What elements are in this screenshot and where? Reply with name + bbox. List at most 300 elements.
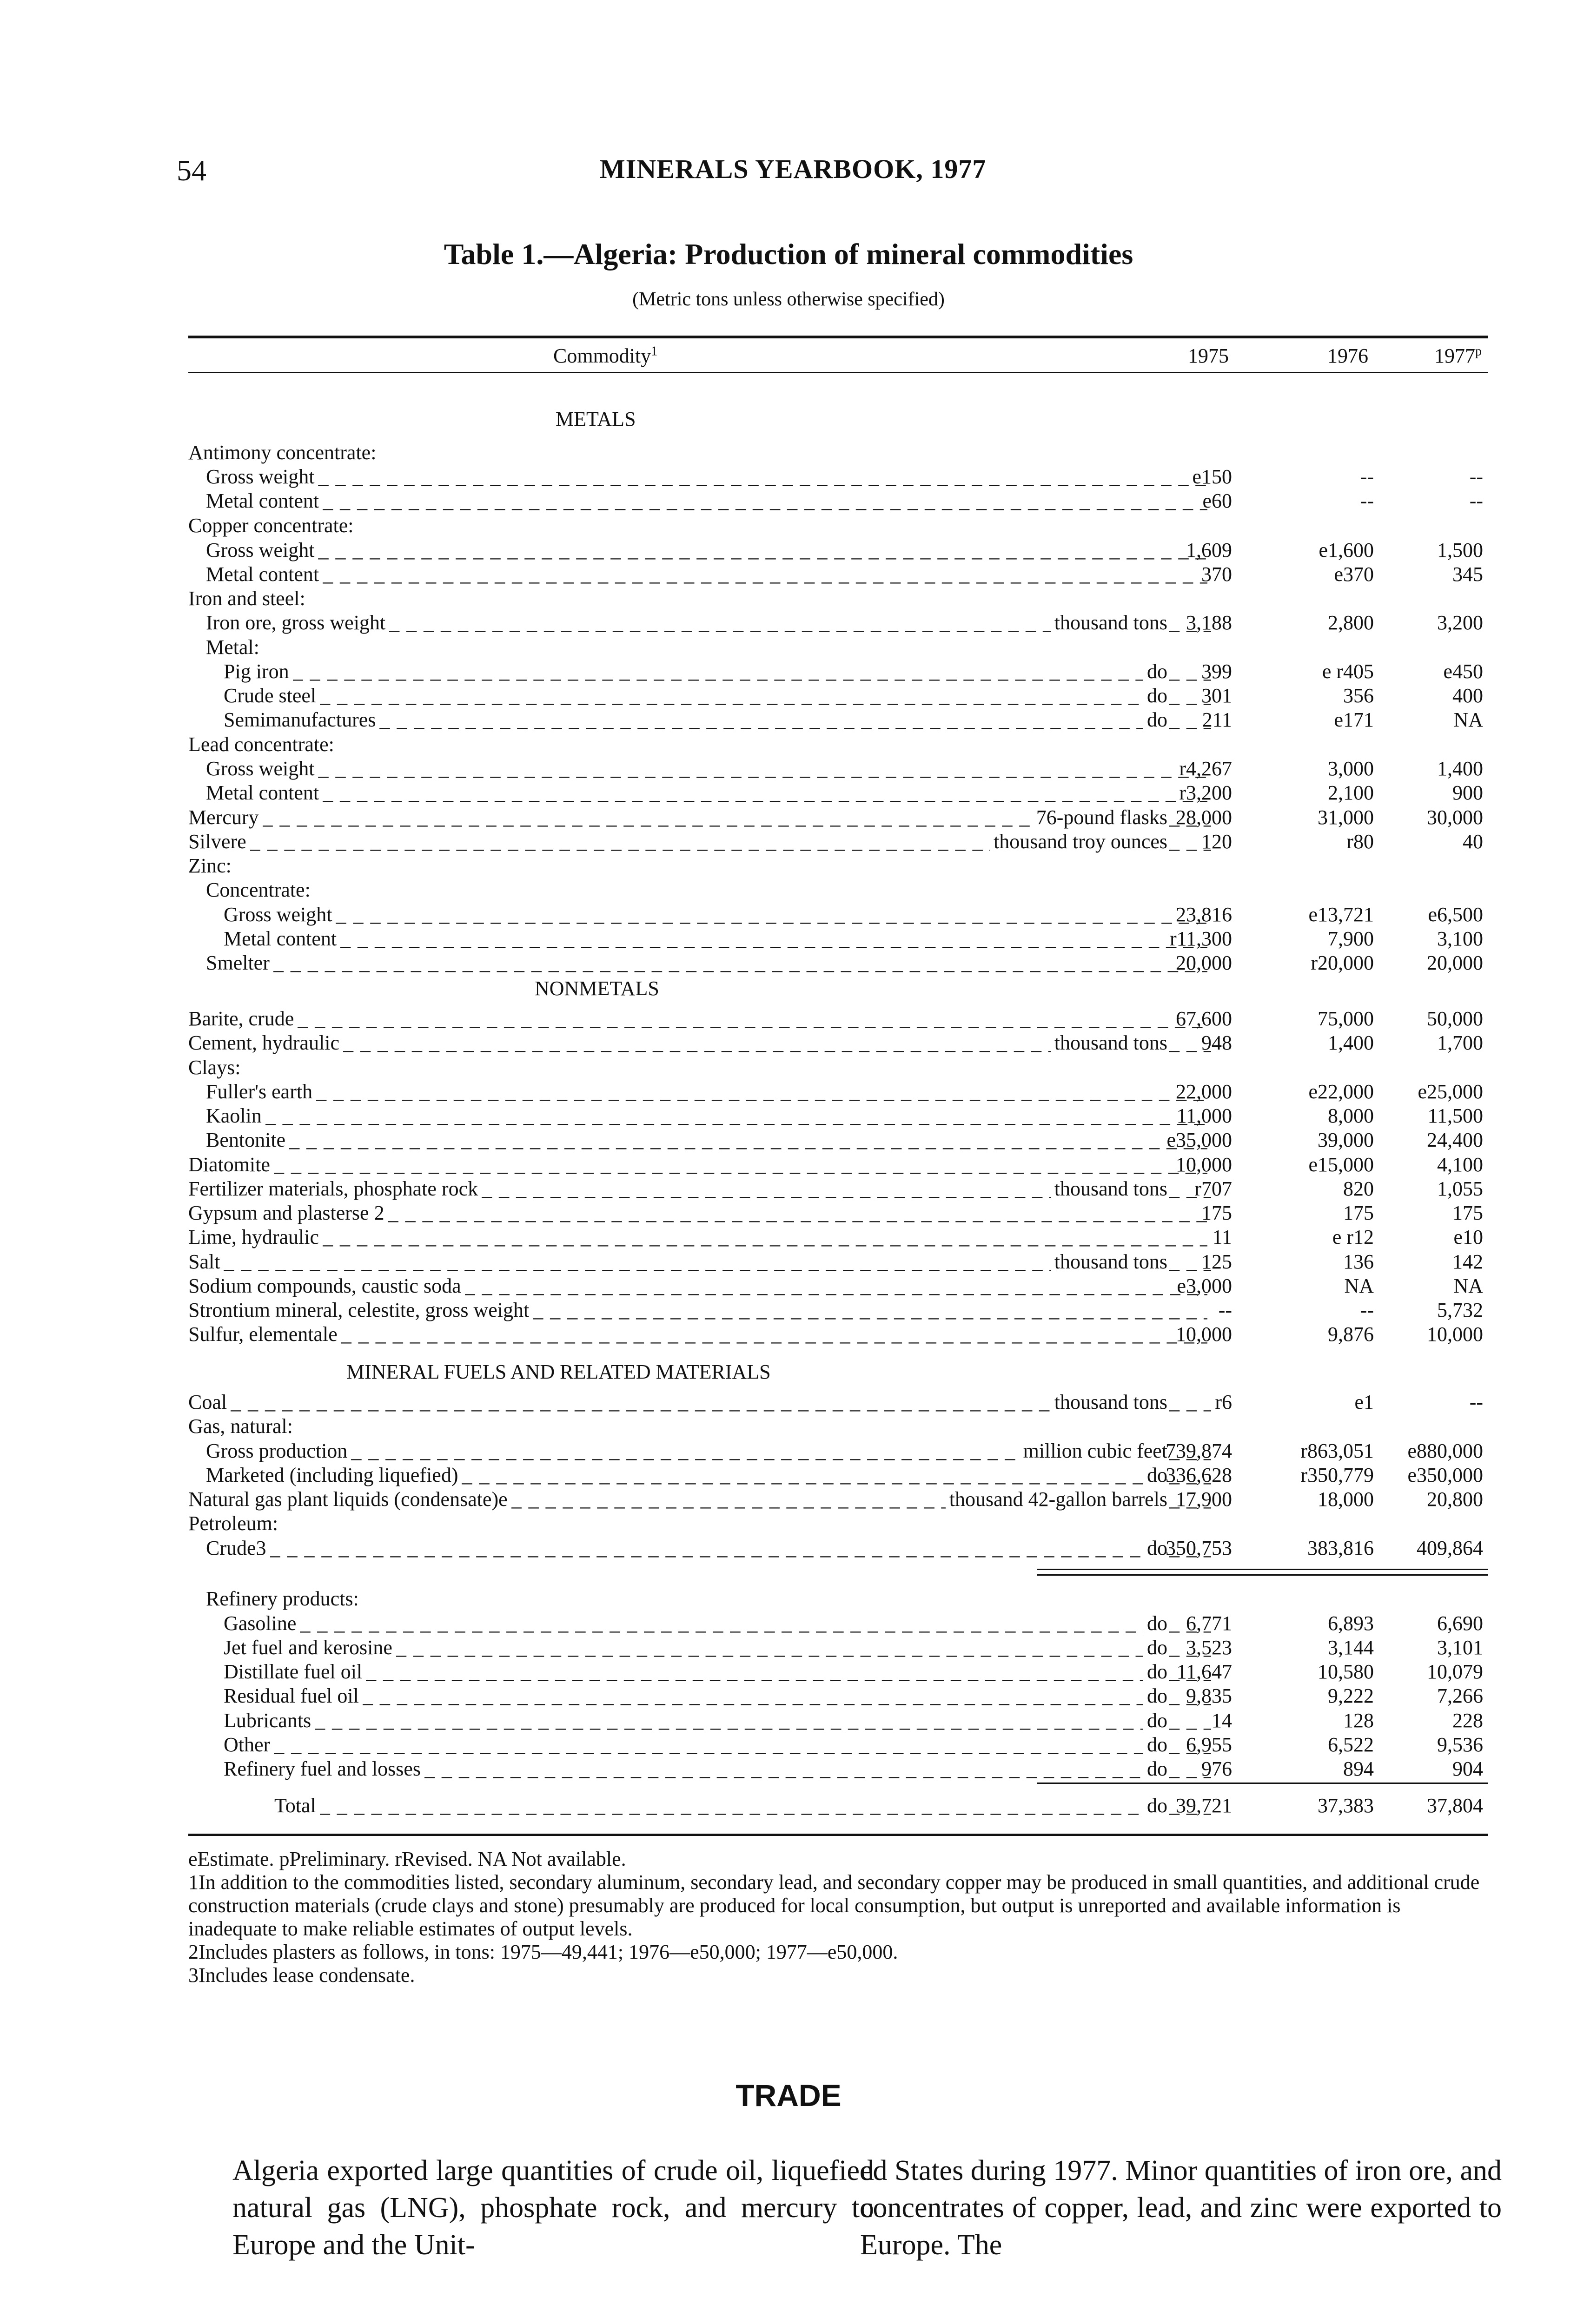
cell-1975: r11,300 — [1169, 927, 1232, 950]
row-unit: do — [1147, 1660, 1167, 1683]
row-label — [274, 1794, 1211, 1817]
table-row — [188, 1636, 1488, 1661]
row-label — [188, 1177, 1211, 1201]
row-label-text: Gasoline — [224, 1612, 297, 1635]
trade-heading: TRADE — [735, 2078, 842, 2113]
leader-dots — [424, 1757, 1143, 1781]
cell-1976: 894 — [1343, 1757, 1374, 1780]
leader-dots — [323, 1225, 1207, 1249]
leader-dots — [224, 1250, 1050, 1274]
leader-dots — [320, 1794, 1143, 1817]
cell-1975: e3,000 — [1177, 1274, 1232, 1297]
table-row — [188, 1439, 1488, 1464]
row-label-text: Smelter — [206, 951, 270, 974]
row-label — [188, 830, 1211, 853]
cell-1976: 820 — [1343, 1177, 1374, 1200]
row-label — [224, 1660, 1211, 1684]
row-label — [188, 514, 1444, 537]
table-row — [188, 951, 1488, 976]
cell-1976: 6,893 — [1328, 1612, 1374, 1635]
table-row — [188, 1512, 1488, 1537]
table-row — [188, 1080, 1488, 1105]
cell-1977: 11,500 — [1427, 1104, 1483, 1127]
table-row — [188, 1322, 1488, 1347]
table-row — [188, 1225, 1488, 1250]
table-row — [188, 1660, 1488, 1685]
row-label — [206, 1439, 1211, 1463]
row-label — [188, 1201, 1211, 1225]
row-label — [206, 757, 1211, 780]
cell-1975: 39,721 — [1176, 1794, 1232, 1817]
leader-dots — [289, 1128, 1207, 1152]
row-unit: do — [1147, 1684, 1167, 1707]
cell-1975: e150 — [1192, 465, 1232, 488]
cell-1975: 976 — [1201, 1757, 1232, 1780]
row-label-text: Refinery products: — [206, 1587, 359, 1610]
section-metals: METALS — [556, 408, 636, 430]
row-label-text: Other — [224, 1733, 271, 1756]
leader-dots — [298, 1007, 1207, 1030]
row-unit: do — [1147, 1757, 1167, 1780]
row-unit: do — [1147, 1612, 1167, 1635]
row-label — [224, 1757, 1211, 1781]
row-label — [188, 1056, 1444, 1079]
row-label-text: Metal content — [206, 563, 319, 586]
row-unit: million cubic feet — [1023, 1439, 1167, 1462]
leader-dots — [323, 489, 1207, 513]
row-label-text: Natural gas plant liquids (condensate)e — [188, 1488, 508, 1511]
row-label — [206, 1536, 1211, 1560]
cell-1977: 1,700 — [1437, 1031, 1483, 1054]
row-label — [224, 1636, 1211, 1659]
cell-1975: 14 — [1212, 1709, 1232, 1732]
table-row — [188, 562, 1488, 588]
cell-1976: r20,000 — [1311, 951, 1374, 974]
cell-1975: r3,200 — [1179, 781, 1232, 804]
table-row — [188, 514, 1488, 539]
leader-dots — [320, 684, 1143, 707]
cell-1975: 20,000 — [1176, 951, 1232, 974]
leader-dots — [343, 1031, 1051, 1055]
row-label-text: Gross weight — [206, 539, 315, 561]
leader-dots — [231, 1390, 1051, 1414]
cell-1975: 3,523 — [1186, 1636, 1232, 1659]
cell-1977: 3,101 — [1437, 1636, 1483, 1659]
cell-1975: 125 — [1201, 1250, 1232, 1273]
cell-1977: -- — [1469, 465, 1483, 488]
table-row — [188, 1414, 1488, 1439]
column-header-1975: 1975 — [1188, 344, 1229, 367]
cell-1975: 11,000 — [1176, 1104, 1232, 1127]
cell-1977: 10,079 — [1427, 1660, 1483, 1683]
cell-1975: 10,000 — [1176, 1153, 1232, 1176]
row-label-text: Diatomite — [188, 1153, 270, 1176]
cell-1975: 399 — [1201, 660, 1232, 683]
row-unit: thousand tons — [1054, 1031, 1167, 1054]
table-row — [188, 465, 1488, 490]
row-label — [188, 441, 1444, 464]
cell-1976: -- — [1360, 1299, 1374, 1321]
row-label-text: Coal — [188, 1391, 227, 1413]
cell-1975: 350,753 — [1166, 1537, 1232, 1559]
row-label-text: Fuller's earth — [206, 1080, 313, 1103]
row-label — [224, 708, 1211, 732]
cell-1976: e15,000 — [1308, 1153, 1374, 1176]
cell-1975: 67,600 — [1176, 1007, 1232, 1030]
leader-dots — [462, 1463, 1143, 1487]
footnote-2: 2Includes plasters as follows, in tons: 1975—49,441; 1976—e50,000; 1977—e50,000. — [188, 1941, 898, 1963]
table-row — [188, 489, 1488, 514]
cell-1976: 128 — [1343, 1709, 1374, 1732]
cell-1977: 10,000 — [1427, 1323, 1483, 1346]
table-row — [188, 1056, 1488, 1081]
row-label-text: Distillate fuel oil — [224, 1660, 363, 1683]
row-label — [188, 1414, 1444, 1438]
cell-1975: 9,835 — [1186, 1684, 1232, 1707]
table-row — [188, 1177, 1488, 1202]
cell-1977: 1,400 — [1437, 757, 1483, 780]
row-label — [188, 733, 1444, 756]
cell-1975: 22,000 — [1176, 1080, 1232, 1103]
row-label-text: Gas, natural: — [188, 1415, 293, 1438]
leader-dots — [482, 1177, 1051, 1201]
leader-dots — [396, 1636, 1143, 1659]
leader-dots — [351, 1439, 1019, 1463]
table-row — [188, 733, 1488, 758]
cell-1975: 370 — [1201, 563, 1232, 586]
leader-dots — [388, 1201, 1207, 1225]
leader-dots — [263, 805, 1033, 829]
cell-1977: 4,100 — [1437, 1153, 1483, 1176]
table-row — [188, 1587, 1488, 1612]
cell-1975: -- — [1218, 1299, 1232, 1321]
leader-dots — [379, 708, 1143, 732]
row-label — [206, 562, 1211, 586]
row-label-text: Strontium mineral, celestite, gross weight — [188, 1299, 530, 1321]
row-unit: do — [1147, 1537, 1167, 1559]
footnote-legend: eEstimate. pPreliminary. rRevised. NA Not available. — [188, 1848, 626, 1870]
cell-1977: 37,804 — [1427, 1794, 1483, 1817]
table-title: Table 1.—Algeria: Production of mineral commodities — [444, 238, 1133, 271]
table-row — [188, 781, 1488, 806]
cell-1977: -- — [1469, 489, 1483, 512]
row-label-text: Iron and steel: — [188, 587, 305, 610]
leader-dots — [270, 1536, 1143, 1560]
leader-dots — [323, 562, 1207, 586]
row-label-text: Barite, crude — [188, 1007, 294, 1030]
table-row — [188, 587, 1488, 612]
row-label-text: Gypsum and plasterse 2 — [188, 1202, 384, 1224]
cell-1975: r6 — [1215, 1391, 1232, 1413]
column-header-1977: 1977$^p$ — [1434, 344, 1482, 367]
row-label-text: Jet fuel and kerosine — [224, 1636, 392, 1659]
row-label-text: Gross weight — [224, 903, 332, 926]
cell-1975: 10,000 — [1176, 1323, 1232, 1346]
row-label — [224, 1611, 1211, 1635]
table-row — [188, 805, 1488, 831]
table-row — [188, 1757, 1488, 1782]
leader-dots — [389, 611, 1051, 634]
table-subtitle: (Metric tons unless otherwise specified) — [632, 289, 945, 310]
cell-1976: 383,816 — [1307, 1537, 1374, 1559]
row-label — [224, 1733, 1211, 1756]
row-label-text: Zinc: — [188, 854, 232, 877]
row-label — [206, 489, 1211, 513]
row-label-text: Cement, hydraulic — [188, 1031, 340, 1054]
table-row — [188, 708, 1488, 733]
trade-paragraph-right: ed States during 1977. Minor quantities of iron ore, and concentrates of copper, lead, and zinc were exported to Europe. The — [860, 2155, 1502, 2261]
cell-1977: e25,000 — [1418, 1080, 1483, 1103]
cell-1976: 10,580 — [1318, 1660, 1374, 1683]
cell-1977: e350,000 — [1407, 1464, 1483, 1486]
cell-1976: 3,144 — [1328, 1636, 1374, 1659]
cell-1977: 5,732 — [1437, 1299, 1483, 1321]
crude-total-rule-1 — [1037, 1569, 1488, 1570]
cell-1976: e1,600 — [1319, 539, 1374, 561]
row-label-text: Semimanufactures — [224, 708, 376, 731]
row-label-text: Residual fuel oil — [224, 1684, 359, 1707]
leader-dots — [465, 1274, 1207, 1298]
row-label-text: Lead concentrate: — [188, 733, 334, 756]
row-unit: do — [1147, 684, 1167, 707]
row-label-text: Lubricants — [224, 1709, 311, 1732]
row-label — [188, 1153, 1211, 1176]
row-label — [206, 635, 1444, 659]
cell-1977: 1,055 — [1437, 1177, 1483, 1200]
table-row — [188, 611, 1488, 636]
row-label-text: Pig iron — [224, 660, 289, 683]
table-row — [188, 1201, 1488, 1226]
row-label — [188, 1298, 1211, 1322]
cell-1975: 211 — [1202, 708, 1232, 731]
row-unit: do — [1147, 1464, 1167, 1486]
cell-1976: e r405 — [1322, 660, 1374, 683]
row-unit: thousand troy ounces — [994, 830, 1167, 853]
cell-1976: 3,000 — [1328, 757, 1374, 780]
cell-1977: 20,800 — [1427, 1488, 1483, 1511]
table-row — [188, 1611, 1488, 1637]
cell-1977: 20,000 — [1427, 951, 1483, 974]
cell-1975: 3,188 — [1186, 611, 1232, 634]
table-row — [188, 854, 1488, 879]
cell-1976: r863,051 — [1300, 1439, 1374, 1462]
cell-1976: e13,721 — [1308, 903, 1374, 926]
row-label — [188, 1250, 1211, 1274]
cell-1976: 18,000 — [1318, 1488, 1374, 1511]
table-row — [188, 757, 1488, 782]
row-label-text: Lime, hydraulic — [188, 1226, 319, 1248]
row-label-text: Sodium compounds, caustic soda — [188, 1274, 461, 1297]
cell-1976: -- — [1360, 465, 1374, 488]
cell-1975: 301 — [1201, 684, 1232, 707]
cell-1977: 142 — [1452, 1250, 1483, 1273]
cell-1976: 75,000 — [1318, 1007, 1374, 1030]
refinery-subtotal-rule — [1037, 1783, 1488, 1784]
leader-dots — [511, 1487, 946, 1511]
table-row — [188, 1104, 1488, 1129]
cell-1975: 120 — [1201, 830, 1232, 853]
row-label — [206, 1128, 1211, 1152]
running-title: MINERALS YEARBOOK, 1977 — [600, 154, 987, 184]
cell-1976: 9,876 — [1328, 1323, 1374, 1346]
table-row — [188, 1128, 1488, 1153]
row-unit: 76-pound flasks — [1036, 806, 1167, 829]
leader-dots — [318, 465, 1207, 489]
cell-1977: NA — [1453, 1274, 1483, 1297]
footnotes — [188, 1848, 1488, 1987]
row-label-text: Mercury — [188, 806, 259, 829]
cell-1976: 175 — [1343, 1202, 1374, 1224]
cell-1976: r350,779 — [1300, 1464, 1374, 1486]
cell-1977: 7,266 — [1437, 1684, 1483, 1707]
cell-1976: e171 — [1334, 708, 1374, 731]
row-label — [188, 1007, 1211, 1030]
row-label — [206, 878, 1444, 902]
table-row — [188, 1390, 1488, 1415]
table-row — [188, 1463, 1488, 1488]
row-label — [188, 1322, 1211, 1346]
section-mineral-fuels: MINERAL FUELS AND RELATED MATERIALS — [346, 1360, 771, 1383]
row-label-text: Metal content — [206, 781, 319, 804]
row-label — [206, 538, 1211, 562]
row-label — [188, 1274, 1211, 1298]
table-row — [188, 1007, 1488, 1032]
table-row — [188, 441, 1488, 466]
row-label-text: Bentonite — [206, 1129, 286, 1151]
cell-1976: e r12 — [1332, 1226, 1374, 1248]
cell-1976: 37,383 — [1318, 1794, 1374, 1817]
cell-1976: 31,000 — [1318, 806, 1374, 829]
row-unit: thousand 42-gallon barrels — [949, 1488, 1167, 1511]
footnote-1: 1In addition to the commodities listed, secondary aluminum, secondary lead, and secondary copper may be produced in small quantities, and additional crude construction materials (crude clays and stone) presumably are produced for local consumption, but output is unreported and available information is inadequate to make reliable estimates of output levels. — [188, 1871, 1480, 1940]
cell-1976: 136 — [1343, 1250, 1374, 1273]
leader-dots — [340, 927, 1207, 951]
table-row — [188, 1298, 1488, 1323]
leader-dots — [315, 1709, 1143, 1732]
cell-1976: 6,522 — [1328, 1733, 1374, 1756]
cell-1977: e880,000 — [1407, 1439, 1483, 1462]
row-label-text: Gross weight — [206, 465, 315, 488]
row-label — [224, 684, 1211, 707]
cell-1975: 175 — [1201, 1202, 1232, 1224]
leader-dots — [274, 1733, 1143, 1756]
table-row — [188, 830, 1488, 855]
leader-dots — [533, 1298, 1207, 1322]
row-unit: do — [1147, 1794, 1167, 1817]
leader-dots — [318, 757, 1207, 780]
row-label — [206, 1104, 1211, 1128]
leader-dots — [318, 538, 1207, 562]
cell-1975: 11 — [1212, 1226, 1232, 1248]
cell-1977: 6,690 — [1437, 1612, 1483, 1635]
cell-1975: r707 — [1194, 1177, 1232, 1200]
cell-1976: e1 — [1354, 1391, 1374, 1413]
cell-1977: 1,500 — [1437, 539, 1483, 561]
leader-dots — [341, 1322, 1207, 1346]
table-top-rule — [188, 336, 1488, 338]
header-bottom-rule — [188, 372, 1488, 373]
row-label-text: Iron ore, gross weight — [206, 611, 386, 634]
row-label-text: Metal content — [206, 489, 319, 512]
row-unit: thousand tons — [1054, 611, 1167, 634]
row-label — [188, 1487, 1211, 1511]
row-label — [206, 1463, 1211, 1487]
cell-1977: e10 — [1453, 1226, 1483, 1248]
row-label-text: Metal: — [206, 636, 259, 659]
table-row — [188, 1274, 1488, 1299]
section-nonmetals: NONMETALS — [535, 977, 659, 1000]
cell-1977: 900 — [1452, 781, 1483, 804]
leader-dots — [363, 1684, 1143, 1708]
cell-1977: NA — [1453, 708, 1483, 731]
row-label — [224, 1684, 1211, 1708]
row-label — [188, 805, 1211, 829]
table-row — [188, 1794, 1488, 1819]
cell-1976: 7,900 — [1328, 927, 1374, 950]
row-label-text: Concentrate: — [206, 878, 311, 901]
row-label — [206, 1080, 1211, 1103]
table-row — [188, 1031, 1488, 1056]
cell-1976: e370 — [1334, 563, 1374, 586]
leader-dots — [274, 1153, 1207, 1176]
cell-1975: 28,000 — [1176, 806, 1232, 829]
cell-1977: 50,000 — [1427, 1007, 1483, 1030]
row-label-text: Gross production — [206, 1439, 348, 1462]
table-row — [188, 538, 1488, 563]
row-label — [206, 611, 1211, 634]
leader-dots — [323, 781, 1207, 805]
row-label-text: Refinery fuel and losses — [224, 1757, 421, 1780]
cell-1977: 228 — [1452, 1709, 1483, 1732]
row-label-text: Copper concentrate: — [188, 514, 354, 537]
row-unit: do — [1147, 1709, 1167, 1732]
row-label-text: Petroleum: — [188, 1512, 278, 1535]
row-label — [188, 1031, 1211, 1055]
cell-1975: 1,609 — [1186, 539, 1232, 561]
table-row — [188, 878, 1488, 903]
leader-dots — [300, 1611, 1143, 1635]
cell-1976: 8,000 — [1328, 1104, 1374, 1127]
cell-1977: 9,536 — [1437, 1733, 1483, 1756]
table-row — [188, 635, 1488, 660]
row-unit: do — [1147, 660, 1167, 683]
cell-1975: e35,000 — [1166, 1129, 1232, 1151]
row-label — [188, 587, 1444, 610]
cell-1977: -- — [1469, 1391, 1483, 1413]
cell-1976: 2,100 — [1328, 781, 1374, 804]
table-row — [188, 927, 1488, 952]
cell-1975: 6,955 — [1186, 1733, 1232, 1756]
cell-1975: 948 — [1201, 1031, 1232, 1054]
cell-1975: 6,771 — [1186, 1612, 1232, 1635]
cell-1976: NA — [1344, 1274, 1374, 1297]
row-label — [206, 781, 1211, 805]
table-row — [188, 1250, 1488, 1275]
table-bottom-rule — [188, 1834, 1488, 1836]
row-label-text: Marketed (including liquefied) — [206, 1464, 458, 1486]
cell-1977: 175 — [1452, 1202, 1483, 1224]
leader-dots — [316, 1080, 1207, 1103]
cell-1975: 739,874 — [1166, 1439, 1232, 1462]
row-unit: thousand tons — [1054, 1177, 1167, 1200]
cell-1977: 904 — [1452, 1757, 1483, 1780]
table-row — [188, 684, 1488, 709]
row-label-text: Silvere — [188, 830, 246, 853]
page-number: 54 — [177, 154, 206, 187]
row-label — [188, 1225, 1211, 1249]
cell-1977: 3,100 — [1437, 927, 1483, 950]
table-row — [188, 903, 1488, 928]
